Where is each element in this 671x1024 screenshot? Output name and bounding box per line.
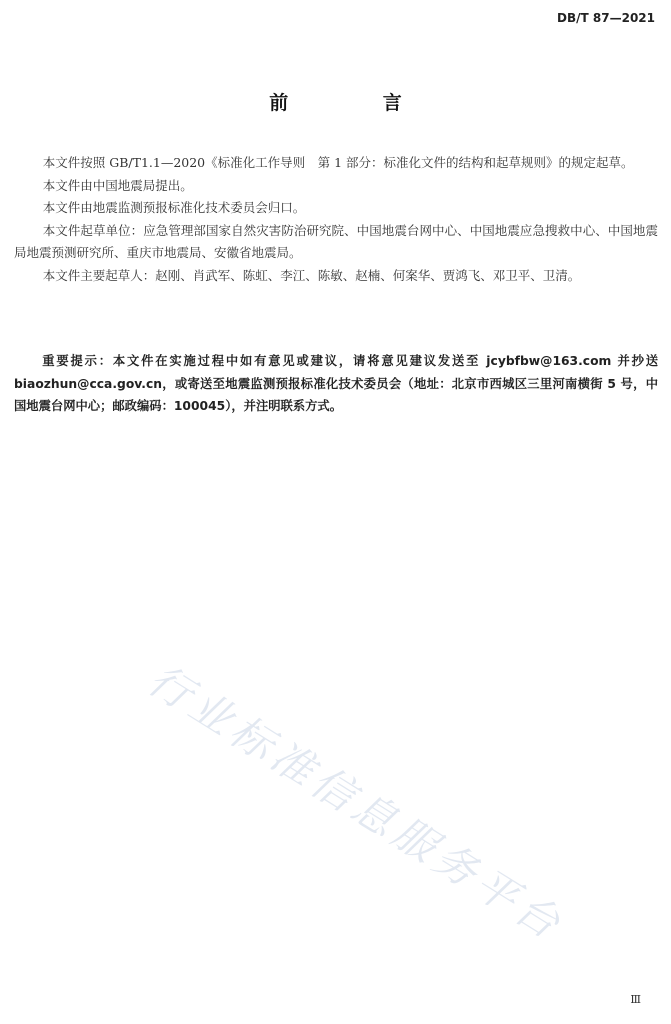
paragraph-drafters: 本文件主要起草人：赵刚、肖武军、陈虹、李江、陈敏、赵楠、何案华、贾鸿飞、邓卫平、卫清。 <box>42 267 581 283</box>
paragraph-committee: 本文件由地震监测预报标准化技术委员会归口。 <box>42 200 306 215</box>
watermark: 行业标准信息服务平台 <box>139 654 573 951</box>
page-number: Ⅲ <box>630 993 641 1006</box>
paragraph-drafting-basis: 本文件按照 GB/T1.1—2020《标准化工作导则 第 1 部分：标准化文件的结构和起草规则》的规定起草。 <box>42 155 634 170</box>
paragraph-drafting-units: 本文件起草单位：应急管理部国家自然灾害防治研究院、中国地震台网中心、中国地震应急搜救中心、中国地震局地震预测研究所、重庆市地震局、安徽省地震局。 <box>14 222 658 260</box>
paragraph-proposer: 本文件由中国地震局提出。 <box>42 177 193 193</box>
important-notice <box>14 350 658 418</box>
notice-text: 重要提示：本文件在实施过程中如有意见或建议，请将意见建议发送至 jcybfbw@163.com 并抄送 biaozhun@cca.gov.cn，或寄送至地震监测预报标准化技术委员会（地址：北京市西城区三里河南横街 5 号，中国地震台网中心；邮政编码：100045），并注明联系方式。 <box>14 354 658 413</box>
foreword-body <box>14 152 658 287</box>
page-title: 前 言 <box>269 92 446 114</box>
standard-code: DB/T 87—2021 <box>557 11 655 25</box>
